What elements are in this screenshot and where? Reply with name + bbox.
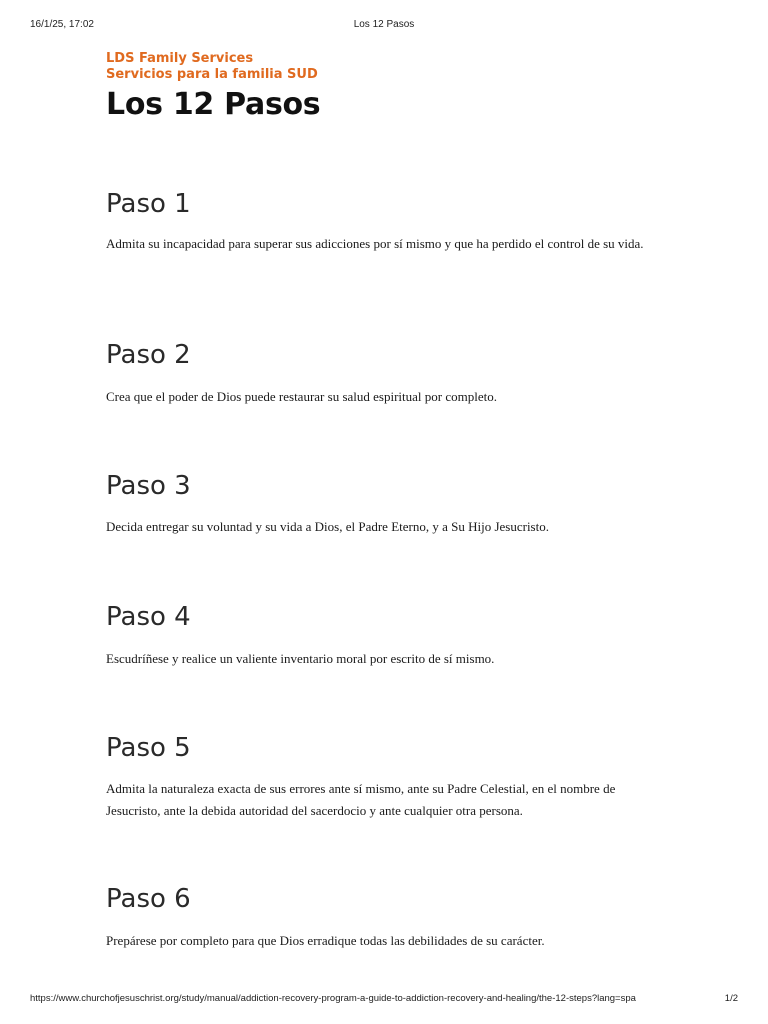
page-title: Los 12 Pasos: [106, 87, 321, 122]
step-heading: Paso 4: [106, 602, 191, 632]
step-4: [106, 602, 666, 670]
step-text: Crea que el poder de Dios puede restaurar su salud espiritual por completo.: [106, 389, 497, 404]
step-2: [106, 340, 666, 408]
step-text: Decida entregar su voluntad y su vida a Dios, el Padre Eterno, y a Su Hijo Jesucristo.: [106, 519, 549, 534]
page-header: [106, 51, 666, 125]
step-text: Prepárese por completo para que Dios erradique todas las debilidades de su carácter.: [106, 933, 545, 948]
step-text: Admita la naturaleza exacta de sus errores ante sí mismo, ante su Padre Celestial, en el nombre de Jesucristo, ante la debida autoridad del sacerdocio y ante cualquier otra persona.: [106, 781, 616, 818]
step-5: [106, 733, 666, 822]
print-footer: [30, 993, 738, 1007]
org-name-en: LDS Family Services: [106, 51, 254, 66]
step-6: [106, 884, 666, 952]
step-1: [106, 189, 666, 255]
step-3: [106, 471, 666, 538]
print-header: [30, 19, 738, 33]
print-url: https://www.churchofjesuschrist.org/study/manual/addiction-recovery-program-a-guide-to-addiction-recovery-and-healing/the-12-steps?lang=spa: [30, 993, 636, 1004]
print-title: Los 12 Pasos: [353, 19, 415, 30]
step-heading: Paso 3: [106, 471, 191, 501]
step-heading: Paso 6: [106, 884, 191, 914]
step-heading: Paso 2: [106, 340, 191, 370]
step-text: Escudríñese y realice un valiente inventario moral por escrito de sí mismo.: [106, 651, 495, 666]
org-name-es: Servicios para la familia SUD: [106, 67, 318, 82]
print-date: 16/1/25, 17:02: [30, 19, 94, 30]
step-text: Admita su incapacidad para superar sus adicciones por sí mismo y que ha perdido el control de su vida.: [106, 236, 644, 251]
page-number: 1/2: [724, 993, 738, 1004]
step-heading: Paso 5: [106, 733, 191, 763]
step-heading: Paso 1: [106, 189, 191, 219]
